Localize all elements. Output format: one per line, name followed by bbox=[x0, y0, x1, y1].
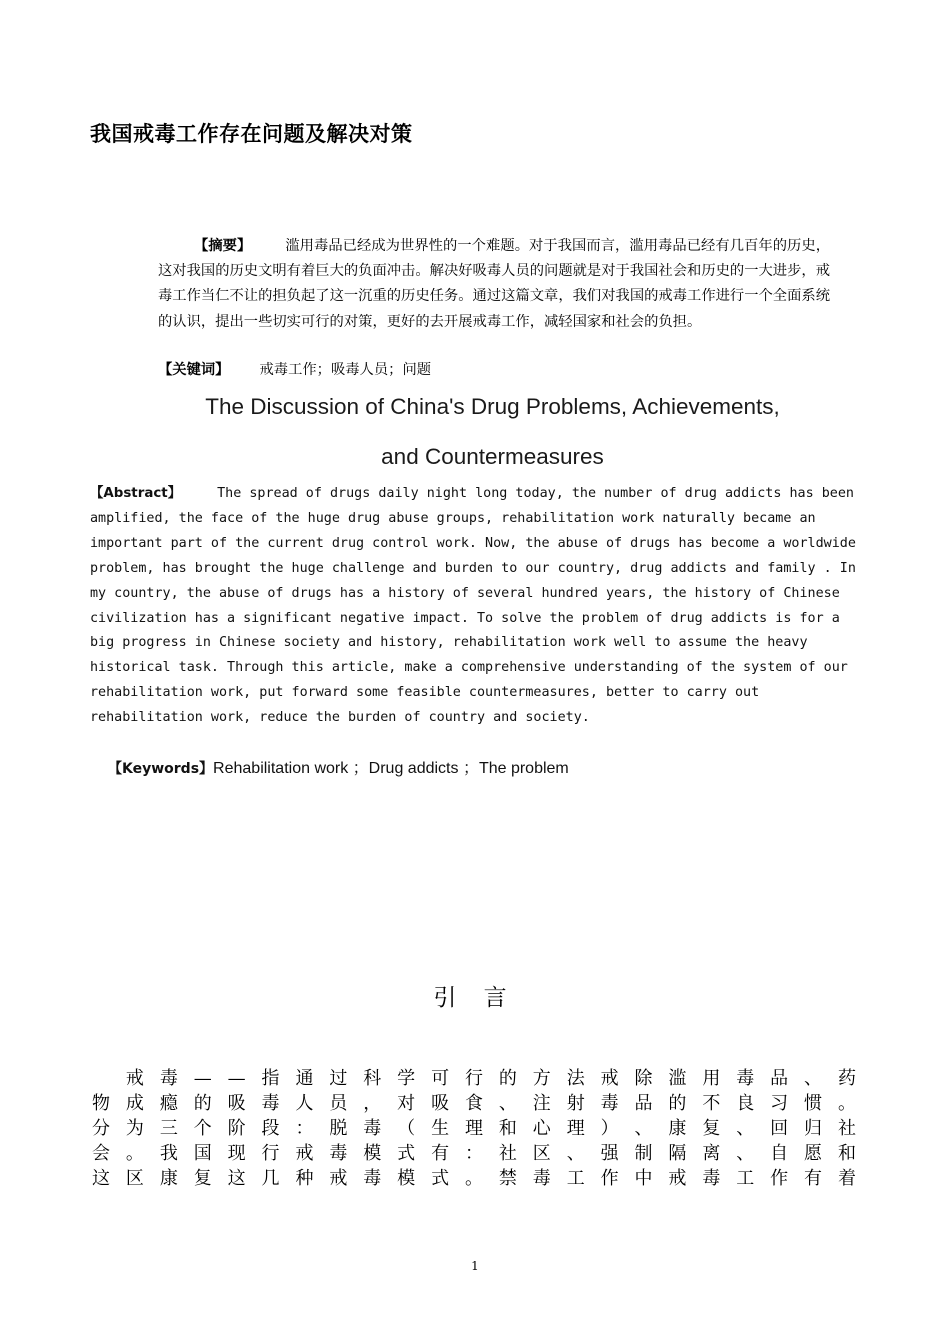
english-abstract-label: 【Abstract】 bbox=[90, 486, 182, 501]
chinese-abstract bbox=[158, 234, 830, 335]
section-heading-introduction: 引 言 bbox=[433, 985, 517, 1011]
english-abstract-text: The spread of drugs daily night long today, the number of drug addicts has been amplified, the face of the huge drug abuse groups, rehabilitation work naturally became an important part of the current drug control work. Now, the abuse of drugs has become a worldwide problem, has brought the huge challenge and burden to our country, drug addicts and family . In my country, the abuse of drugs has a history of several hundred years, the history of Chinese civilization has a significant negative impact. To solve the problem of drug addicts is for a big progress in Chinese society and history, rehabilitation work well to assume the heavy historical task. Through this article, make a comprehensive understanding of the system of our rehabilitation work, put forward some feasible countermeasures, better to carry out rehabilitation work, reduce the burden of country and society. bbox=[90, 486, 856, 726]
english-title-line-2: and Countermeasures bbox=[381, 444, 604, 469]
introduction-line: 分 为 三 个 阶 段 ： 脱 毒 （ 生 理 和 心 理 ） 、 康 复 、 回 归 社 bbox=[92, 1118, 856, 1139]
english-keywords bbox=[108, 756, 569, 782]
chinese-keywords bbox=[158, 358, 431, 383]
english-abstract bbox=[90, 482, 865, 731]
introduction-line: 这 区 康 复 这 几 种 戒 毒 模 式 。 禁 毒 工 作 中 戒 毒 工 作 有 着 bbox=[92, 1168, 856, 1189]
chinese-abstract-text: 滥用毒品已经成为世界性的一个难题。对于我国而言，滥用毒品已经有几百年的历史，这对我国的历史文明有着巨大的负面冲击。解决好吸毒人员的问题就是对于我国社会和历史的一大进步，戒毒工作当仁不让的担负起了这一沉重的历史任务。通过这篇文章，我们对我国的戒毒工作进行一个全面系统的认识，提出一些切实可行的对策，更好的去开展戒毒工作，减轻国家和社会的负担。 bbox=[158, 238, 831, 330]
introduction-paragraph bbox=[90, 1066, 858, 1191]
chinese-keywords-text: 戒毒工作；吸毒人员；问题 bbox=[259, 362, 432, 378]
introduction-line: 戒 毒 — — 指 通 过 科 学 可 行 的 方 法 戒 除 滥 用 毒 品 、 药 bbox=[125, 1068, 856, 1089]
english-keywords-label: 【Keywords】 bbox=[108, 761, 214, 777]
english-keywords-text: Rehabilitation work ；Drug addicts ；The problem bbox=[213, 760, 569, 777]
page-number: 1 bbox=[471, 1259, 479, 1273]
introduction-line: 物 成 瘾 的 吸 毒 人 员 ， 对 吸 食 、 注 射 毒 品 的 不 良 习 惯 。 bbox=[92, 1093, 856, 1114]
document-title: 我国戒毒工作存在问题及解决对策 bbox=[90, 122, 413, 146]
chinese-keywords-label: 【关键词】 bbox=[158, 362, 230, 378]
introduction-line: 会 。 我 国 现 行 戒 毒 模 式 有 ： 社 区 、 强 制 隔 离 、 自 愿 和 bbox=[92, 1143, 856, 1164]
english-title-line-1: The Discussion of China's Drug Problems, Achievements, bbox=[205, 394, 780, 419]
chinese-abstract-label: 【摘要】 bbox=[194, 238, 252, 254]
